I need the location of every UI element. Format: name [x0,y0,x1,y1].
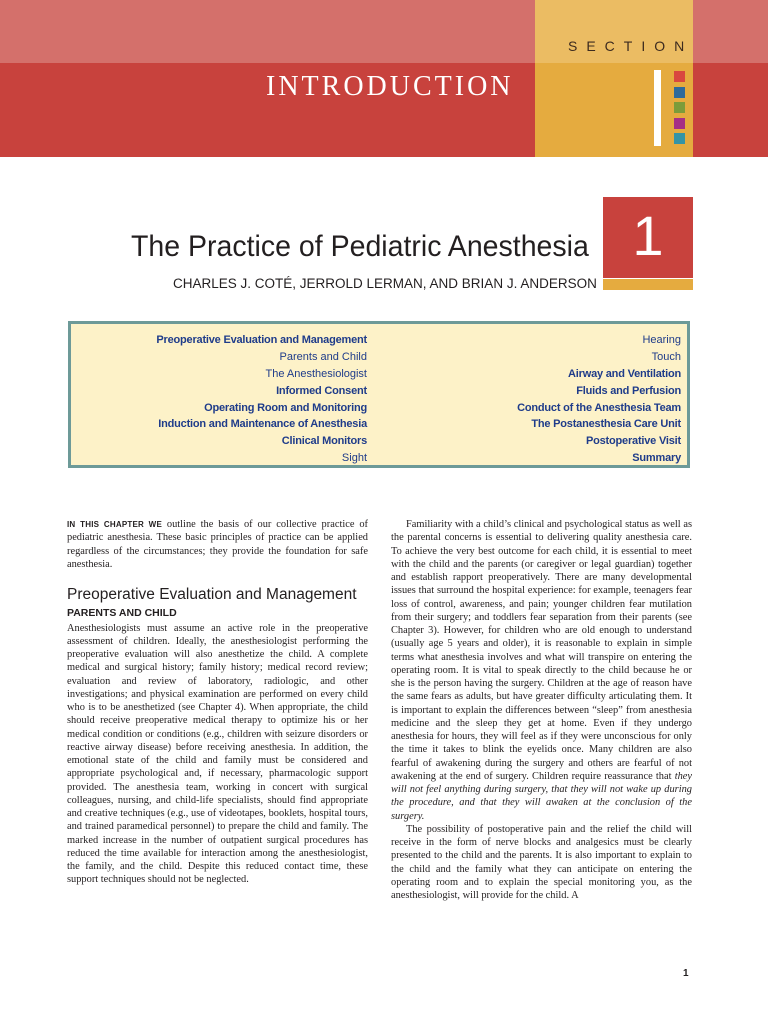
color-square-red [674,71,685,82]
outline-item: Preoperative Evaluation and Management [156,334,367,346]
color-square-magenta [674,118,685,129]
page-number: 1 [683,968,689,979]
outline-item: The Postanesthesia Care Unit [531,418,681,431]
intro-paragraph [67,518,368,571]
color-square-green [674,102,685,113]
familiarity-italic: they will not feel anything during surgery, that they will not wake up during the procedure, and that they will awaken at the conclusion of the surgery. [391,770,692,822]
chapter-title: The Practice of Pediatric Anesthesia [131,230,589,263]
outline-item: Fluids and Perfusion [576,384,681,397]
section-roman-numeral [654,70,661,146]
outline-item: Airway and Ventilation [568,367,681,380]
intro-text: outline the basis of our collective practice of pediatric anesthesia. These basic principles of practice can be applied regardless of the circumstances; they provide the foundation for safe anesthesia. [67,519,369,570]
subheading-parents-and-child: PARENTS AND CHILD [67,607,177,620]
outline-item: Summary [632,452,681,465]
outline-item: Informed Consent [276,384,367,397]
color-square-teal [674,133,685,144]
outline-item: Hearing [642,334,681,346]
outline-item: Conduct of the Anesthesia Team [517,401,681,414]
outline-item: The Anesthesiologist [265,367,367,380]
chapter-number-strip [603,279,693,290]
paragraph-postoperative-pain: The possibility of postoperative pain and the relief the child will receive in the form of nerve blocks and analgesics must be clearly presented to the child and the parents. It is also important to explain to the child and the family what they can anticipate on entering the operating room and to explain the special monitoring you, as the anesthesiologist, will provide for the child. A [391,823,692,901]
outline-item: Clinical Monitors [281,435,367,448]
body-column-left [67,518,368,887]
chapter-authors: CHARLES J. COTÉ, JERROLD LERMAN, AND BRIAN J. ANDERSON [173,276,597,291]
paragraph-familiarity [391,518,692,823]
chapter-outline-box [68,321,690,468]
body-column-right [391,518,692,902]
outline-item: Sight [341,452,367,465]
outline-item: Touch [651,350,681,363]
chapter-number: 1 [632,204,664,267]
section-title: INTRODUCTION [266,71,514,102]
outline-item: Operating Room and Monitoring [204,401,367,414]
outline-item: Induction and Maintenance of Anesthesia [158,418,367,431]
outline-column-left [156,332,367,467]
outline-item: Postoperative Visit [585,435,681,448]
heading-preoperative-evaluation: Preoperative Evaluation and Management [67,586,357,603]
color-square-blue [674,87,685,98]
outline-column-right [517,332,681,467]
section-label: SECTION [568,38,694,54]
outline-item: Parents and Child [279,350,367,363]
intro-lead-in: IN THIS CHAPTER WE [67,520,162,529]
familiarity-text: Familiarity with a child’s clinical and psychological status as well as the parental concerns is essential to delivering quality anesthesia care. To achieve the very best outcome for each child, it is essential to meet with the child and the parents (or caregiver or legal guardian) together and establish rapport preoperatively. There are many developmental issues that surround the hospital experience: for example, teenagers fear loss of control, awareness, and pain; younger children fear mutilation from their surgery; and toddlers fear separation from their parents (see Chapter 3). However, for children who are old enough to understand (usually age 5 years and older), it is reasonable to explain in simple terms what anesthesia involves and what will transpire on entering the operating room. It is vital to speak directly to the child because he or she is the person having the surgery. Children at the age of reason have the same fears as adults, but have greater difficulty articulating them. It is important to explain the differences between “sleep” from anesthesia medicine and the sleep they get at home. Even if they undergo anesthesia for hours, they will feel as if they were unconscious for only the time it takes to blink the eyelids once. Many children are also fearful of awakening during the surgery and others are fearful of not awakening at the end of surgery. Children require reassurance that [391,519,692,782]
paragraph-anesthesiologists: Anesthesiologists must assume an active role in the preoperative assessment of children. Ideally, the anesthesiologist performing the preoperative evaluation will also anesthetize the child. A complete medical and surgical history; family history; medical record review; evaluation and review of laboratory, radiologic, and other investigations; and physical examination are performed on every child who is to be anesthetized (see Chapter 4). When appropriate, the child should receive preoperative medical therapy to optimize his or her medical condition or conditions (e.g., children with seizure disorders or reactive airway disease) before receiving anesthesia. In addition, the emotional state of the child and family must be considered and appropriate psychological and, if necessary, pharmacologic support provided. The anesthesia team, working in concert with surgical colleagues, nursing, and child-life specialists, should find appropriate and creative techniques (e.g., use of videotapes, booklets, hospital tours, and trained paramedical personnel) to prepare the child and family. The marked increase in the number of outpatient surgical procedures has reduced the time available for interaction among the anesthesiologist, the family, and the child. Despite this reduced contact time, these support techniques should not be neglected. [67,622,368,886]
